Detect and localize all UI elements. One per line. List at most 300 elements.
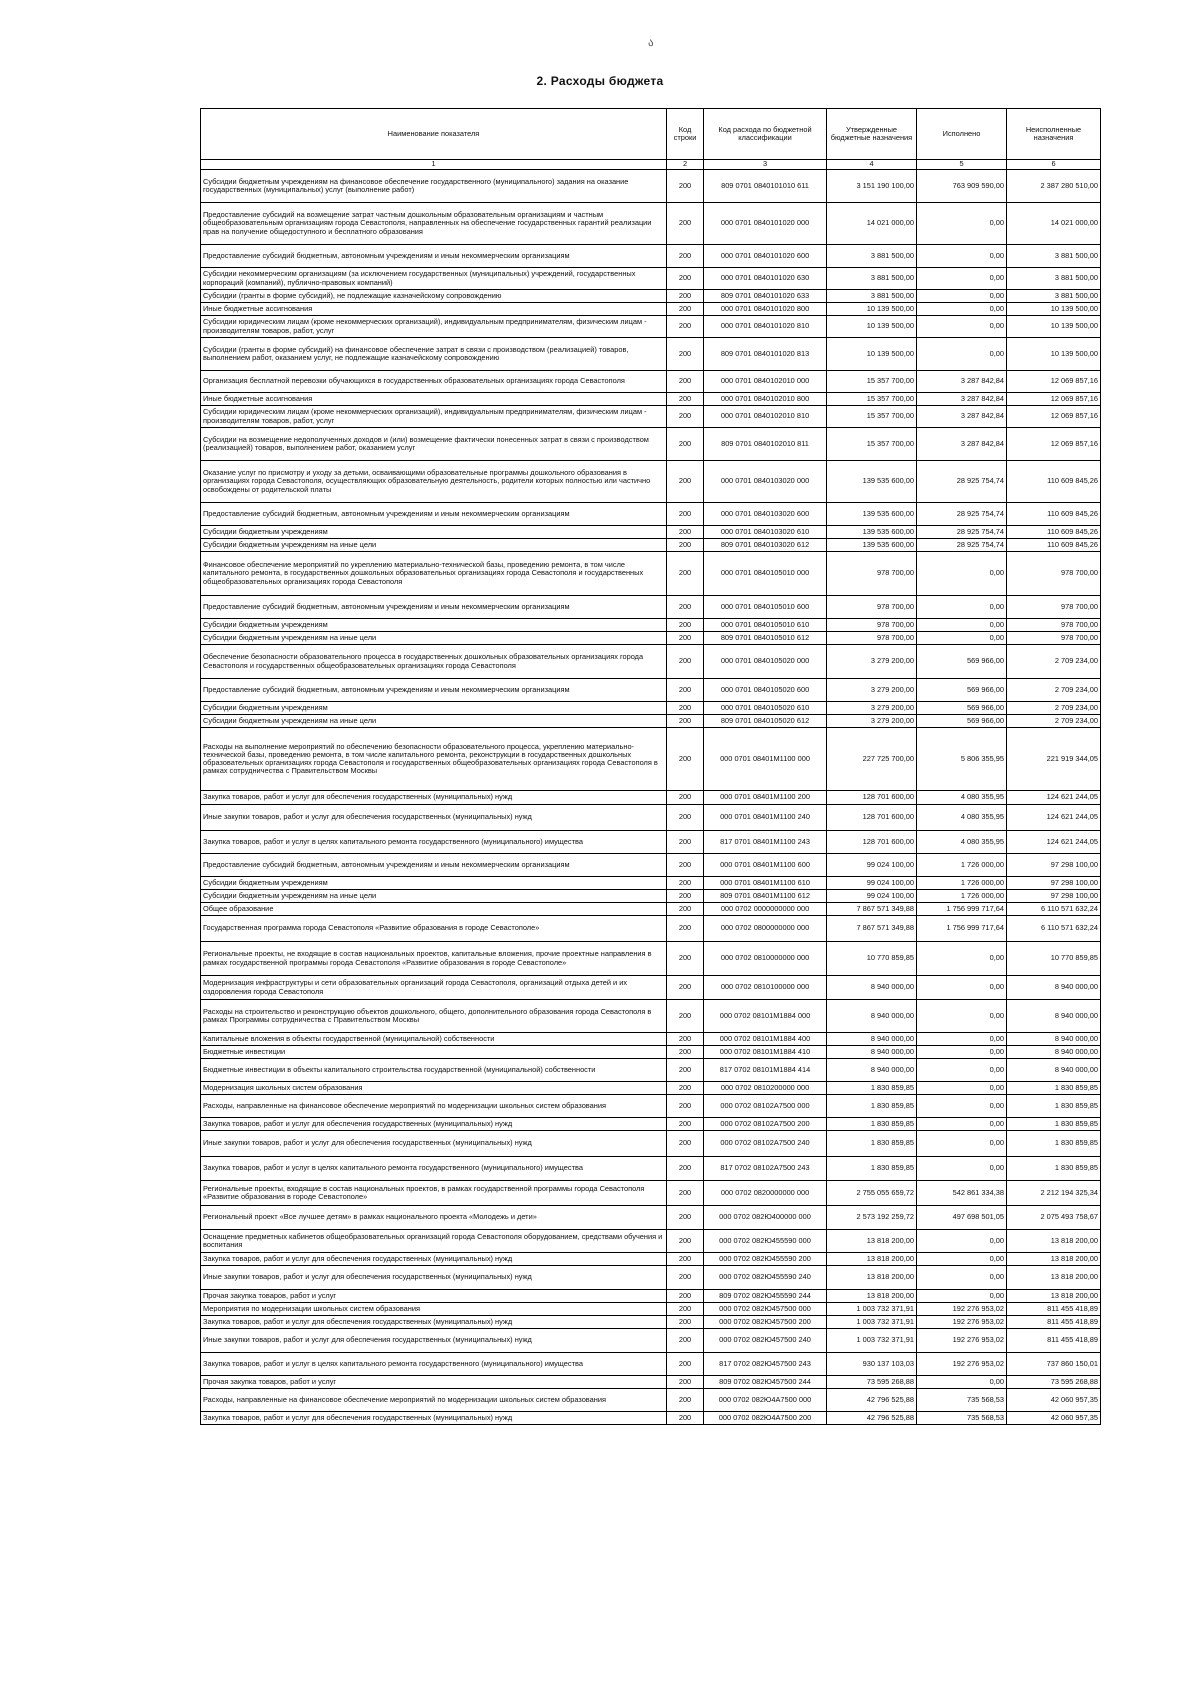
executed-amount: 192 276 953,02: [917, 1303, 1007, 1316]
executed-amount: 0,00: [917, 338, 1007, 371]
indicator-name: Закупка товаров, работ и услуг в целях капитального ремонта государственного (муниципального) имущества: [201, 1157, 667, 1181]
approved-amount: 2 573 192 259,72: [827, 1206, 917, 1230]
unexecuted-amount: 737 860 150,01: [1007, 1353, 1101, 1376]
executed-amount: 497 698 501,05: [917, 1206, 1007, 1230]
executed-amount: 542 861 334,38: [917, 1181, 1007, 1206]
indicator-name: Государственная программа города Севастополя «Развитие образования в городе Севастополе»: [201, 916, 667, 942]
header-expense-code: Код расхода по бюджетной классификации: [704, 109, 827, 160]
unexecuted-amount: 97 298 100,00: [1007, 877, 1101, 890]
line-code: 200: [667, 338, 704, 371]
table-row: [201, 1389, 1101, 1412]
approved-amount: 15 357 700,00: [827, 393, 917, 406]
budget-classification-code: 809 0701 0840101020 633: [704, 290, 827, 303]
line-code: 200: [667, 1157, 704, 1181]
approved-amount: 10 139 500,00: [827, 316, 917, 338]
table-row: [201, 831, 1101, 854]
unexecuted-amount: 2 709 234,00: [1007, 715, 1101, 728]
executed-amount: 0,00: [917, 1266, 1007, 1290]
budget-classification-code: 000 0702 08102A7500 000: [704, 1095, 827, 1118]
budget-classification-code: 000 0701 0840102010 800: [704, 393, 827, 406]
approved-amount: 14 021 000,00: [827, 203, 917, 245]
line-code: 200: [667, 596, 704, 619]
approved-amount: 8 940 000,00: [827, 1059, 917, 1082]
unexecuted-amount: 2 212 194 325,34: [1007, 1181, 1101, 1206]
approved-amount: 1 830 859,85: [827, 1082, 917, 1095]
budget-classification-code: 817 0702 082Ю457500 243: [704, 1353, 827, 1376]
line-code: 200: [667, 1290, 704, 1303]
table-row: [201, 903, 1101, 916]
line-code: 200: [667, 170, 704, 203]
approved-amount: 73 595 268,88: [827, 1376, 917, 1389]
approved-amount: 139 535 600,00: [827, 539, 917, 552]
line-code: 200: [667, 805, 704, 831]
executed-amount: 1 756 999 717,64: [917, 903, 1007, 916]
budget-classification-code: 809 0702 082Ю455590 244: [704, 1290, 827, 1303]
budget-classification-code: 000 0702 08102A7500 200: [704, 1118, 827, 1131]
table-row: [201, 1206, 1101, 1230]
line-code: 200: [667, 645, 704, 679]
unexecuted-amount: 124 621 244,05: [1007, 805, 1101, 831]
unexecuted-amount: 3 881 500,00: [1007, 268, 1101, 290]
unexecuted-amount: 3 881 500,00: [1007, 245, 1101, 268]
budget-classification-code: 000 0701 0840105010 000: [704, 552, 827, 596]
line-code: 200: [667, 503, 704, 526]
executed-amount: 1 726 000,00: [917, 877, 1007, 890]
unexecuted-amount: 2 709 234,00: [1007, 645, 1101, 679]
table-row: [201, 338, 1101, 371]
header-executed: Исполнено: [917, 109, 1007, 160]
indicator-name: Предоставление субсидий бюджетным, автономным учреждениям и иным некоммерческим организациям: [201, 596, 667, 619]
table-row: [201, 1303, 1101, 1316]
executed-amount: 0,00: [917, 1118, 1007, 1131]
executed-amount: 28 925 754,74: [917, 526, 1007, 539]
unexecuted-amount: 8 940 000,00: [1007, 976, 1101, 1000]
table-row: [201, 203, 1101, 245]
line-code: 200: [667, 702, 704, 715]
executed-amount: 192 276 953,02: [917, 1329, 1007, 1353]
budget-classification-code: 000 0702 082Ю400000 000: [704, 1206, 827, 1230]
line-code: 200: [667, 1095, 704, 1118]
unexecuted-amount: 8 940 000,00: [1007, 1000, 1101, 1033]
approved-amount: 139 535 600,00: [827, 526, 917, 539]
budget-classification-code: 000 0701 0840102010 810: [704, 406, 827, 428]
executed-amount: 0,00: [917, 1290, 1007, 1303]
unexecuted-amount: 2 075 493 758,67: [1007, 1206, 1101, 1230]
line-code: 200: [667, 1118, 704, 1131]
approved-amount: 128 701 600,00: [827, 791, 917, 805]
header-approved: Утвержденные бюджетные назначения: [827, 109, 917, 160]
line-code: 200: [667, 942, 704, 976]
unexecuted-amount: 12 069 857,16: [1007, 371, 1101, 393]
table-row: [201, 552, 1101, 596]
line-code: 200: [667, 976, 704, 1000]
indicator-name: Субсидии бюджетным учреждениям на иные цели: [201, 632, 667, 645]
indicator-name: Субсидии бюджетным учреждениям на финансовое обеспечение государственного (муниципального) задания на оказание государственных (муниципальных) услуг (выполнение работ): [201, 170, 667, 203]
indicator-name: Прочая закупка товаров, работ и услуг: [201, 1290, 667, 1303]
approved-amount: 8 940 000,00: [827, 976, 917, 1000]
unexecuted-amount: 73 595 268,88: [1007, 1376, 1101, 1389]
unexecuted-amount: 2 709 234,00: [1007, 679, 1101, 702]
indicator-name: Субсидии бюджетным учреждениям на иные цели: [201, 539, 667, 552]
line-code: 200: [667, 268, 704, 290]
line-code: 200: [667, 890, 704, 903]
executed-amount: 0,00: [917, 1157, 1007, 1181]
line-code: 200: [667, 526, 704, 539]
approved-amount: 13 818 200,00: [827, 1290, 917, 1303]
unexecuted-amount: 12 069 857,16: [1007, 428, 1101, 461]
budget-classification-code: 000 0701 0840105020 610: [704, 702, 827, 715]
unexecuted-amount: 110 609 845,26: [1007, 526, 1101, 539]
executed-amount: 569 966,00: [917, 645, 1007, 679]
budget-classification-code: 000 0701 0840101020 800: [704, 303, 827, 316]
table-row: [201, 942, 1101, 976]
indicator-name: Субсидии на возмещение недополученных доходов и (или) возмещение фактически понесенных затрат в связи с производством (реализацией) товаров, выполнением работ, оказанием услуг: [201, 428, 667, 461]
column-number: 1: [201, 160, 667, 170]
budget-classification-code: 000 0702 0810100000 000: [704, 976, 827, 1000]
approved-amount: 7 867 571 349,88: [827, 903, 917, 916]
line-code: 200: [667, 679, 704, 702]
budget-classification-code: 000 0701 0840105020 000: [704, 645, 827, 679]
approved-amount: 7 867 571 349,88: [827, 916, 917, 942]
unexecuted-amount: 124 621 244,05: [1007, 831, 1101, 854]
line-code: 200: [667, 1316, 704, 1329]
executed-amount: 569 966,00: [917, 715, 1007, 728]
unexecuted-amount: 42 060 957,35: [1007, 1389, 1101, 1412]
unexecuted-amount: 1 830 859,85: [1007, 1095, 1101, 1118]
line-code: 200: [667, 715, 704, 728]
approved-amount: 3 881 500,00: [827, 245, 917, 268]
unexecuted-amount: 97 298 100,00: [1007, 854, 1101, 877]
indicator-name: Иные закупки товаров, работ и услуг для обеспечения государственных (муниципальных) нужд: [201, 1266, 667, 1290]
approved-amount: 139 535 600,00: [827, 461, 917, 503]
unexecuted-amount: 6 110 571 632,24: [1007, 916, 1101, 942]
approved-amount: 1 830 859,85: [827, 1095, 917, 1118]
indicator-name: Бюджетные инвестиции в объекты капитального строительства государственной (муниципальной) собственности: [201, 1059, 667, 1082]
unexecuted-amount: 13 818 200,00: [1007, 1290, 1101, 1303]
approved-amount: 3 881 500,00: [827, 290, 917, 303]
table-row: [201, 1181, 1101, 1206]
approved-amount: 1 830 859,85: [827, 1131, 917, 1157]
line-code: 200: [667, 1033, 704, 1046]
indicator-name: Субсидии бюджетным учреждениям: [201, 619, 667, 632]
unexecuted-amount: 10 139 500,00: [1007, 338, 1101, 371]
table-row: [201, 428, 1101, 461]
table-row: [201, 1082, 1101, 1095]
approved-amount: 978 700,00: [827, 596, 917, 619]
budget-classification-code: 000 0701 0840103020 600: [704, 503, 827, 526]
budget-classification-code: 000 0701 0840105020 600: [704, 679, 827, 702]
line-code: 200: [667, 1059, 704, 1082]
approved-amount: 3 279 200,00: [827, 702, 917, 715]
indicator-name: Субсидии (гранты в форме субсидий) на финансовое обеспечение затрат в связи с производством (реализацией) товаров, выполнением работ, оказанием услуг, не подлежащие казначейскому сопровождению: [201, 338, 667, 371]
unexecuted-amount: 10 139 500,00: [1007, 303, 1101, 316]
line-code: 200: [667, 539, 704, 552]
executed-amount: 0,00: [917, 619, 1007, 632]
executed-amount: 763 909 590,00: [917, 170, 1007, 203]
executed-amount: 0,00: [917, 316, 1007, 338]
executed-amount: 1 726 000,00: [917, 854, 1007, 877]
table-row: [201, 877, 1101, 890]
indicator-name: Прочая закупка товаров, работ и услуг: [201, 1376, 667, 1389]
line-code: 200: [667, 791, 704, 805]
budget-classification-code: 809 0701 0840102010 811: [704, 428, 827, 461]
page-mark: ა: [648, 37, 654, 49]
executed-amount: 3 287 842,84: [917, 393, 1007, 406]
indicator-name: Оказание услуг по присмотру и уходу за детьми, осваивающими образовательные программы дошкольного образования в организациях города Севастополя, осуществляющих образовательную деятельность, родители которых полностью или частично освобождены от родительской платы: [201, 461, 667, 503]
executed-amount: 0,00: [917, 942, 1007, 976]
table-row: [201, 632, 1101, 645]
page-title: 2. Расходы бюджета: [536, 74, 664, 88]
approved-amount: 3 279 200,00: [827, 715, 917, 728]
indicator-name: Капитальные вложения в объекты государственной (муниципальной) собственности: [201, 1033, 667, 1046]
approved-amount: 99 024 100,00: [827, 877, 917, 890]
line-code: 200: [667, 303, 704, 316]
budget-classification-code: 000 0702 082Ю455590 240: [704, 1266, 827, 1290]
budget-classification-code: 817 0702 08102A7500 243: [704, 1157, 827, 1181]
table-row: [201, 619, 1101, 632]
approved-amount: 3 881 500,00: [827, 268, 917, 290]
table-row: [201, 890, 1101, 903]
budget-classification-code: 000 0702 08102A7500 240: [704, 1131, 827, 1157]
unexecuted-amount: 2 387 280 510,00: [1007, 170, 1101, 203]
table-row: [201, 1033, 1101, 1046]
approved-amount: 15 357 700,00: [827, 406, 917, 428]
executed-amount: 28 925 754,74: [917, 503, 1007, 526]
unexecuted-amount: 110 609 845,26: [1007, 461, 1101, 503]
table-row: [201, 1353, 1101, 1376]
line-code: 200: [667, 1082, 704, 1095]
table-row: [201, 1059, 1101, 1082]
executed-amount: 28 925 754,74: [917, 539, 1007, 552]
indicator-name: Предоставление субсидий бюджетным, автономным учреждениям и иным некоммерческим организациям: [201, 679, 667, 702]
unexecuted-amount: 1 830 859,85: [1007, 1118, 1101, 1131]
approved-amount: 8 940 000,00: [827, 1033, 917, 1046]
budget-classification-code: 000 0701 08401M1100 240: [704, 805, 827, 831]
budget-classification-code: 000 0701 08401M1100 000: [704, 728, 827, 791]
indicator-name: Расходы на строительство и реконструкцию объектов дошкольного, общего, дополнительного образования города Севастополя в рамках Программы сотрудничества с Правительством Москвы: [201, 1000, 667, 1033]
line-code: 200: [667, 1329, 704, 1353]
unexecuted-amount: 1 830 859,85: [1007, 1131, 1101, 1157]
line-code: 200: [667, 1412, 704, 1425]
executed-amount: 0,00: [917, 1376, 1007, 1389]
approved-amount: 978 700,00: [827, 619, 917, 632]
indicator-name: Субсидии некоммерческим организациям (за исключением государственных (муниципальных) учреждений, государственных корпораций (компаний), публично-правовых компаний): [201, 268, 667, 290]
line-code: 200: [667, 1181, 704, 1206]
approved-amount: 2 755 055 659,72: [827, 1181, 917, 1206]
unexecuted-amount: 110 609 845,26: [1007, 503, 1101, 526]
table-row: [201, 526, 1101, 539]
executed-amount: 0,00: [917, 1082, 1007, 1095]
executed-amount: 4 080 355,95: [917, 831, 1007, 854]
indicator-name: Иные бюджетные ассигнования: [201, 303, 667, 316]
table-row: [201, 406, 1101, 428]
approved-amount: 15 357 700,00: [827, 371, 917, 393]
budget-classification-code: 000 0702 0800000000 000: [704, 916, 827, 942]
executed-amount: 0,00: [917, 976, 1007, 1000]
executed-amount: 0,00: [917, 1131, 1007, 1157]
unexecuted-amount: 978 700,00: [1007, 552, 1101, 596]
table-row: [201, 268, 1101, 290]
indicator-name: Предоставление субсидий бюджетным, автономным учреждениям и иным некоммерческим организациям: [201, 854, 667, 877]
line-code: 200: [667, 632, 704, 645]
indicator-name: Мероприятия по модернизации школьных систем образования: [201, 1303, 667, 1316]
table-row: [201, 1095, 1101, 1118]
budget-classification-code: 809 0701 0840105010 612: [704, 632, 827, 645]
table-row: [201, 1000, 1101, 1033]
table-row: [201, 805, 1101, 831]
executed-amount: 192 276 953,02: [917, 1353, 1007, 1376]
indicator-name: Субсидии бюджетным учреждениям: [201, 877, 667, 890]
table-row: [201, 303, 1101, 316]
table-row: [201, 976, 1101, 1000]
executed-amount: 4 080 355,95: [917, 805, 1007, 831]
column-number: 2: [667, 160, 704, 170]
executed-amount: 3 287 842,84: [917, 406, 1007, 428]
executed-amount: 3 287 842,84: [917, 371, 1007, 393]
approved-amount: 128 701 600,00: [827, 805, 917, 831]
header-unexecuted: Неисполненные назначения: [1007, 109, 1101, 160]
indicator-name: Субсидии бюджетным учреждениям на иные цели: [201, 715, 667, 728]
budget-classification-code: 000 0702 082Ю457500 000: [704, 1303, 827, 1316]
executed-amount: 569 966,00: [917, 702, 1007, 715]
line-code: 200: [667, 316, 704, 338]
table-row: [201, 316, 1101, 338]
executed-amount: 0,00: [917, 596, 1007, 619]
indicator-name: Закупка товаров, работ и услуг для обеспечения государственных (муниципальных) нужд: [201, 1253, 667, 1266]
table-row: [201, 245, 1101, 268]
budget-classification-code: 809 0701 0840103020 612: [704, 539, 827, 552]
table-row: [201, 461, 1101, 503]
budget-classification-code: 809 0702 082Ю457500 244: [704, 1376, 827, 1389]
table-row: [201, 170, 1101, 203]
budget-classification-code: 000 0702 082Ю455590 000: [704, 1230, 827, 1253]
indicator-name: Субсидии юридическим лицам (кроме некоммерческих организаций), индивидуальным предпринимателям, физическим лицам - производителям товаров, работ, услуг: [201, 316, 667, 338]
unexecuted-amount: 110 609 845,26: [1007, 539, 1101, 552]
approved-amount: 99 024 100,00: [827, 854, 917, 877]
approved-amount: 978 700,00: [827, 552, 917, 596]
executed-amount: 0,00: [917, 1253, 1007, 1266]
line-code: 200: [667, 428, 704, 461]
unexecuted-amount: 221 919 344,05: [1007, 728, 1101, 791]
budget-classification-code: 000 0702 0000000000 000: [704, 903, 827, 916]
unexecuted-amount: 2 709 234,00: [1007, 702, 1101, 715]
unexecuted-amount: 3 881 500,00: [1007, 290, 1101, 303]
column-number-row: [201, 160, 1101, 170]
unexecuted-amount: 14 021 000,00: [1007, 203, 1101, 245]
line-code: 200: [667, 1266, 704, 1290]
budget-classification-code: 000 0701 0840101020 630: [704, 268, 827, 290]
executed-amount: 0,00: [917, 1000, 1007, 1033]
unexecuted-amount: 811 455 418,89: [1007, 1329, 1101, 1353]
line-code: 200: [667, 1253, 704, 1266]
line-code: 200: [667, 1389, 704, 1412]
table-row: [201, 1157, 1101, 1181]
indicator-name: Иные закупки товаров, работ и услуг для обеспечения государственных (муниципальных) нужд: [201, 1131, 667, 1157]
budget-classification-code: 000 0702 082Ю4А7500 000: [704, 1389, 827, 1412]
indicator-name: Обеспечение безопасности образовательного процесса в государственных дошкольных образовательных организациях города Севастополя и государственных общеобразовательных организациях города Севастополя: [201, 645, 667, 679]
line-code: 200: [667, 461, 704, 503]
table-row: [201, 679, 1101, 702]
indicator-name: Региональные проекты, входящие в состав национальных проектов, в рамках государственной программы города Севастополя «Развитие образования в городе Севастополе»: [201, 1181, 667, 1206]
unexecuted-amount: 8 940 000,00: [1007, 1046, 1101, 1059]
header-name: Наименование показателя: [201, 109, 667, 160]
budget-classification-code: 000 0702 082Ю4А7500 200: [704, 1412, 827, 1425]
executed-amount: 0,00: [917, 1046, 1007, 1059]
budget-classification-code: 000 0702 0820000000 000: [704, 1181, 827, 1206]
unexecuted-amount: 13 818 200,00: [1007, 1253, 1101, 1266]
line-code: 200: [667, 1046, 704, 1059]
line-code: 200: [667, 1131, 704, 1157]
approved-amount: 42 796 525,88: [827, 1412, 917, 1425]
executed-amount: 735 568,53: [917, 1389, 1007, 1412]
unexecuted-amount: 42 060 957,35: [1007, 1412, 1101, 1425]
table-row: [201, 503, 1101, 526]
executed-amount: 735 568,53: [917, 1412, 1007, 1425]
column-number: 3: [704, 160, 827, 170]
indicator-name: Субсидии бюджетным учреждениям: [201, 526, 667, 539]
indicator-name: Расходы, направленные на финансовое обеспечение мероприятий по модернизации школьных систем образования: [201, 1095, 667, 1118]
budget-classification-code: 000 0701 08401M1100 600: [704, 854, 827, 877]
unexecuted-amount: 1 830 859,85: [1007, 1082, 1101, 1095]
unexecuted-amount: 8 940 000,00: [1007, 1059, 1101, 1082]
executed-amount: 1 756 999 717,64: [917, 916, 1007, 942]
approved-amount: 13 818 200,00: [827, 1266, 917, 1290]
table-row: [201, 290, 1101, 303]
unexecuted-amount: 12 069 857,16: [1007, 393, 1101, 406]
budget-classification-code: 000 0702 0810200000 000: [704, 1082, 827, 1095]
unexecuted-amount: 12 069 857,16: [1007, 406, 1101, 428]
budget-classification-code: 000 0701 0840103020 000: [704, 461, 827, 503]
approved-amount: 15 357 700,00: [827, 428, 917, 461]
executed-amount: 0,00: [917, 1033, 1007, 1046]
line-code: 200: [667, 1353, 704, 1376]
approved-amount: 10 139 500,00: [827, 303, 917, 316]
indicator-name: Региональный проект «Все лучшее детям» в рамках национального проекта «Молодежь и дети»: [201, 1206, 667, 1230]
indicator-name: Финансовое обеспечение мероприятий по укреплению материально-технической базы, проведению ремонта, в том числе капитального ремонта, в государственных дошкольных образовательных организациях города Севастополя и государственных общеобразовательных организациях города Севастополя: [201, 552, 667, 596]
approved-amount: 13 818 200,00: [827, 1230, 917, 1253]
line-code: 200: [667, 1303, 704, 1316]
unexecuted-amount: 13 818 200,00: [1007, 1266, 1101, 1290]
indicator-name: Модернизация инфраструктуры и сети образовательных организаций города Севастополя, организаций отдыха детей и их оздоровления города Севастополя: [201, 976, 667, 1000]
unexecuted-amount: 978 700,00: [1007, 619, 1101, 632]
table-row: [201, 393, 1101, 406]
approved-amount: 978 700,00: [827, 632, 917, 645]
table-row: [201, 791, 1101, 805]
unexecuted-amount: 811 455 418,89: [1007, 1303, 1101, 1316]
line-code: 200: [667, 1206, 704, 1230]
table-row: [201, 702, 1101, 715]
approved-amount: 930 137 103,03: [827, 1353, 917, 1376]
executed-amount: 0,00: [917, 303, 1007, 316]
indicator-name: Общее образование: [201, 903, 667, 916]
executed-amount: 4 080 355,95: [917, 791, 1007, 805]
table-row: [201, 1329, 1101, 1353]
line-code: 200: [667, 406, 704, 428]
approved-amount: 42 796 525,88: [827, 1389, 917, 1412]
approved-amount: 10 139 500,00: [827, 338, 917, 371]
executed-amount: 0,00: [917, 552, 1007, 596]
unexecuted-amount: 978 700,00: [1007, 632, 1101, 645]
budget-classification-code: 809 0701 0840105020 612: [704, 715, 827, 728]
approved-amount: 99 024 100,00: [827, 890, 917, 903]
approved-amount: 1 003 732 371,91: [827, 1329, 917, 1353]
table-row: [201, 645, 1101, 679]
budget-classification-code: 000 0701 0840103020 610: [704, 526, 827, 539]
indicator-name: Закупка товаров, работ и услуг для обеспечения государственных (муниципальных) нужд: [201, 1118, 667, 1131]
header-row: [201, 109, 1101, 160]
column-number: 5: [917, 160, 1007, 170]
executed-amount: 0,00: [917, 268, 1007, 290]
